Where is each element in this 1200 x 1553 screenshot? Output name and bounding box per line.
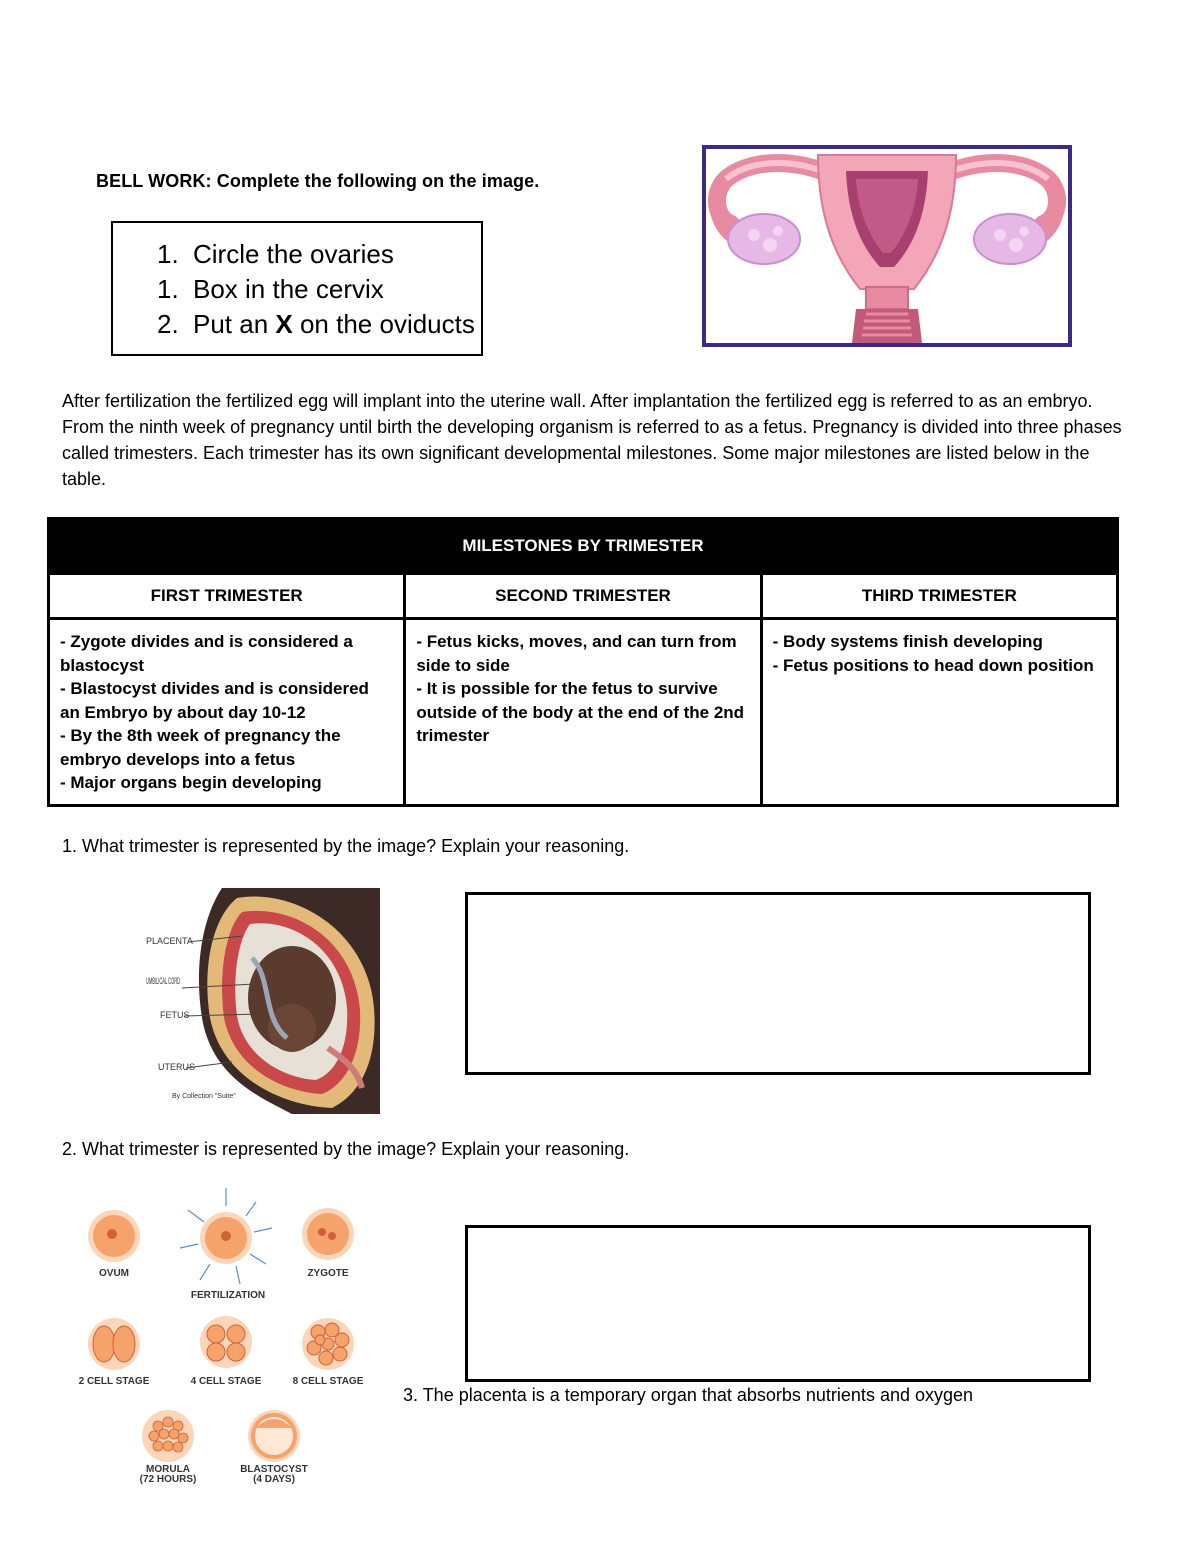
label-ovum: OVUM [99,1268,129,1279]
label-morula: MORULA [146,1464,190,1475]
table-title: MILESTONES BY TRIMESTER [49,519,1118,574]
question-1: 1. What trimester is represented by the image? Explain your reasoning. [62,836,630,856]
label-8-cell-stage: 8 CELL STAGE [292,1376,364,1387]
cervix [866,287,908,309]
third-trimester-milestones: - Body systems finish developing - Fetus positions to head down position [761,619,1117,806]
question-2: 2. What trimester is represented by the image? Explain your reasoning. [62,1139,630,1159]
column-header-second-trimester: SECOND TRIMESTER [405,574,761,619]
bell-work-task-box [111,221,483,356]
answer-box-1[interactable] [465,892,1091,1075]
bell-work-title: BELL WORK: Complete the following on the image. [96,171,540,191]
label-zygote: ZYGOTE [307,1268,349,1279]
label-2-cell-stage: 2 CELL STAGE [78,1376,150,1387]
pregnancy-cross-section-illustration [142,888,380,1114]
task-item: 2. Put an X on the oviducts [157,309,475,339]
left-ovary [728,214,800,264]
fetus-image [142,888,380,1114]
early-development-stages-illustration [70,1184,370,1490]
task-item: 1. Box in the cervix [157,274,384,304]
milestones-table [47,517,1119,807]
label-fertilization: FERTILIZATION [190,1290,266,1301]
column-header-first-trimester: FIRST TRIMESTER [49,574,405,619]
task-list [157,237,475,342]
label-placenta: PLACENTA [146,936,193,946]
column-header-third-trimester: THIRD TRIMESTER [761,574,1117,619]
label-4-cell-stage: 4 CELL STAGE [190,1376,262,1387]
question-3: 3. The placenta is a temporary organ that absorbs nutrients and oxygen [403,1385,974,1405]
second-trimester-milestones: - Fetus kicks, moves, and can turn from side to side - It is possible for the fetus to survive outside of the body at the end of the 2nd trimester [405,619,761,806]
uterus-illustration [706,149,1068,343]
image-caption: By Collection "Suite" [172,1093,236,1100]
four-cell-stage [207,1325,225,1343]
intro-paragraph: After fertilization the fertilized egg will implant into the uterine wall. After implantation the fertilized egg is referred to as an embryo. From the ninth week of pregnancy until birth the developing organism is referred to as a fetus. Pregnancy is divided into three phases called trimesters. Each trimester has its own significant developmental milestones. Some major milestones are listed below in the table. [62,391,1122,489]
label-fetus: FETUS [160,1010,190,1020]
zygote-cell [307,1213,349,1255]
first-trimester-milestones: - Zygote divides and is considered a blastocyst - Blastocyst divides and is considered an Embryo by about day 10-12 - By the 8th week of pregnancy the embryo develops into a fetus - Major organs begin developing [49,619,405,806]
label-blastocyst-time: (4 DAYS) [253,1474,295,1485]
label-umbilical-cord: UMBILICAL CORD [146,976,181,986]
label-blastocyst: BLASTOCYST [240,1464,308,1475]
task-item: 1. Circle the ovaries [157,239,394,269]
label-morula-time: (72 HOURS) [139,1474,197,1485]
label-uterus: UTERUS [158,1062,196,1072]
right-ovary [974,214,1046,264]
uterus-image [702,145,1072,347]
answer-box-2[interactable] [465,1225,1091,1382]
embryo-stages-image [70,1184,370,1490]
two-cell-stage [93,1326,115,1362]
